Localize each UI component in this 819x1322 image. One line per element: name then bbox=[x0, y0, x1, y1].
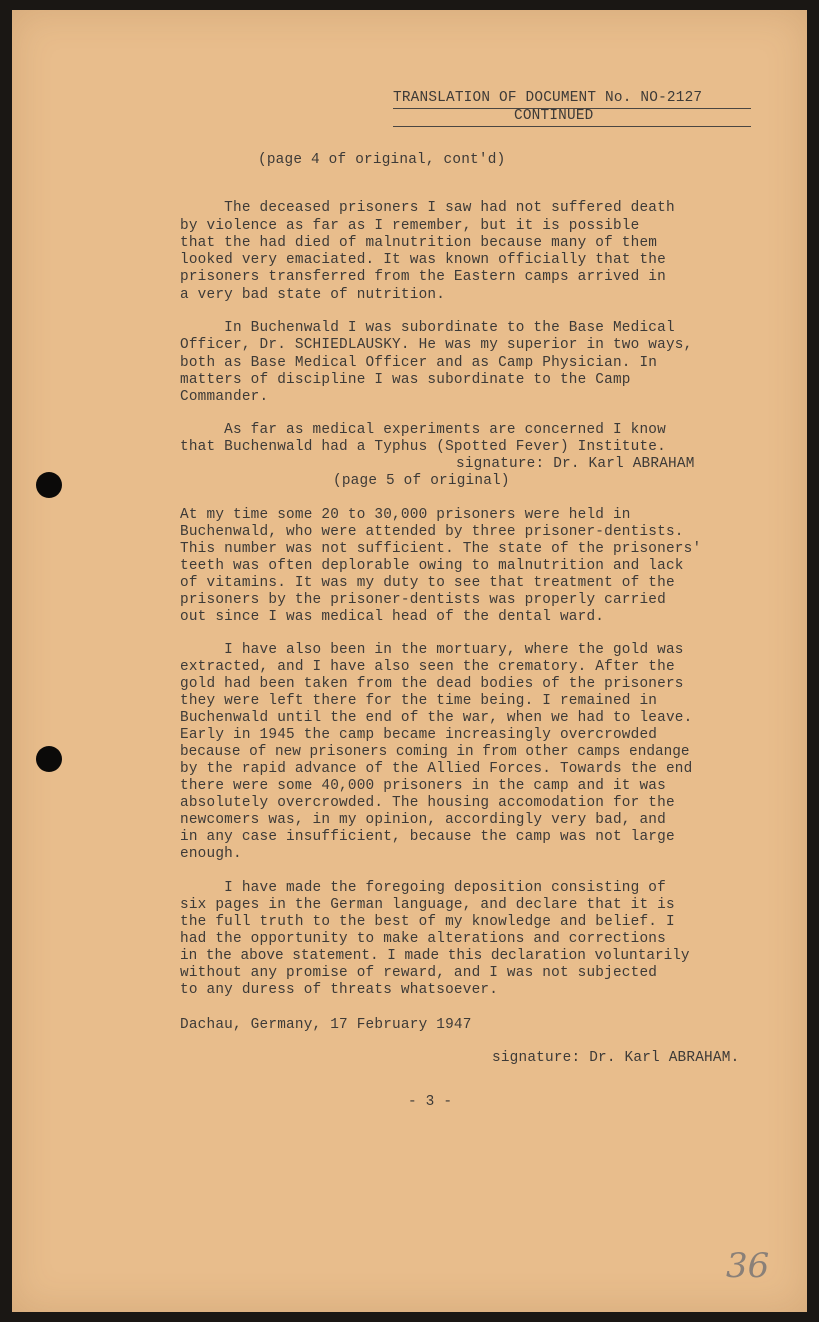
text-line: In Buchenwald I was subordinate to the Base Medical bbox=[180, 320, 675, 336]
header-title: TRANSLATION OF DOCUMENT No. NO-2127 bbox=[393, 90, 703, 106]
signature-mid: signature: Dr. Karl ABRAHAM bbox=[456, 456, 695, 472]
header-rule bbox=[393, 126, 751, 127]
text-line: by violence as far as I remember, but it is possible bbox=[180, 218, 640, 234]
text-line: both as Base Medical Officer and as Camp Physician. In bbox=[180, 355, 658, 371]
text-line: Commander. bbox=[180, 389, 269, 405]
text-line: that Buchenwald had a Typhus (Spotted Fever) Institute. bbox=[180, 439, 666, 455]
text-line: Buchenwald until the end of the war, when we had to leave. bbox=[180, 710, 693, 726]
text-line: matters of discipline I was subordinate to the Camp bbox=[180, 372, 631, 388]
handwritten-folio-number: 36 bbox=[726, 1246, 770, 1286]
text-line: As far as medical experiments are concerned I know bbox=[180, 422, 666, 438]
signature-final: signature: Dr. Karl ABRAHAM. bbox=[492, 1050, 740, 1066]
text-line: of vitamins. It was my duty to see that treatment of the bbox=[180, 575, 675, 591]
text-line: Buchenwald, who were attended by three prisoner-dentists. bbox=[180, 524, 684, 540]
text-line: Early in 1945 the camp became increasingly overcrowded bbox=[180, 727, 658, 743]
text-line: looked very emaciated. It was known officially that the bbox=[180, 252, 666, 268]
text-line: by the rapid advance of the Allied Forces. Towards the end bbox=[180, 761, 693, 777]
punch-hole-upper bbox=[36, 472, 62, 498]
text-line: absolutely overcrowded. The housing accomodation for the bbox=[180, 795, 675, 811]
text-line: prisoners by the prisoner-dentists was properly carried bbox=[180, 592, 666, 608]
text-line: extracted, and I have also seen the crematory. After the bbox=[180, 659, 675, 675]
text-line: Officer, Dr. SCHIEDLAUSKY. He was my superior in two ways, bbox=[180, 337, 693, 353]
text-line: The deceased prisoners I saw had not suffered death bbox=[180, 200, 675, 216]
page-marker-5: (page 5 of original) bbox=[333, 473, 510, 489]
text-line: the full truth to the best of my knowledge and belief. I bbox=[180, 914, 675, 930]
text-line: in the above statement. I made this declaration voluntarily bbox=[180, 948, 690, 964]
text-line: without any promise of reward, and I was not subjected bbox=[180, 965, 658, 981]
text-line: This number was not sufficient. The state of the prisoners' bbox=[180, 541, 702, 557]
text-line: newcomers was, in my opinion, accordingly very bad, and bbox=[180, 812, 666, 828]
place-date: Dachau, Germany, 17 February 1947 bbox=[180, 1017, 472, 1033]
text-line: that the had died of malnutrition because many of them bbox=[180, 235, 658, 251]
text-line: gold had been taken from the dead bodies of the prisoners bbox=[180, 676, 684, 692]
text-line: out since I was medical head of the dental ward. bbox=[180, 609, 605, 625]
text-line: a very bad state of nutrition. bbox=[180, 287, 446, 303]
text-line: teeth was often deplorable owing to malnutrition and lack bbox=[180, 558, 684, 574]
text-line: there were some 40,000 prisoners in the camp and it was bbox=[180, 778, 666, 794]
text-line: enough. bbox=[180, 846, 242, 862]
punch-hole-lower bbox=[36, 746, 62, 772]
text-line: At my time some 20 to 30,000 prisoners were held in bbox=[180, 507, 631, 523]
text-line: six pages in the German language, and declare that it is bbox=[180, 897, 675, 913]
text-line: I have also been in the mortuary, where the gold was bbox=[180, 642, 684, 658]
page-number: - 3 - bbox=[408, 1094, 453, 1110]
text-line: in any case insufficient, because the camp was not large bbox=[180, 829, 675, 845]
text-line: I have made the foregoing deposition consisting of bbox=[180, 880, 666, 896]
text-line: they were left there for the time being. I remained in bbox=[180, 693, 658, 709]
text-line: because of new prisoners coming in from other camps endange bbox=[180, 744, 690, 760]
text-line: had the opportunity to make alterations and corrections bbox=[180, 931, 666, 947]
page-marker-4: (page 4 of original, cont'd) bbox=[258, 152, 506, 168]
text-line: to any duress of threats whatsoever. bbox=[180, 982, 499, 998]
header-continued: CONTINUED bbox=[514, 108, 594, 124]
text-line: prisoners transferred from the Eastern camps arrived in bbox=[180, 269, 666, 285]
